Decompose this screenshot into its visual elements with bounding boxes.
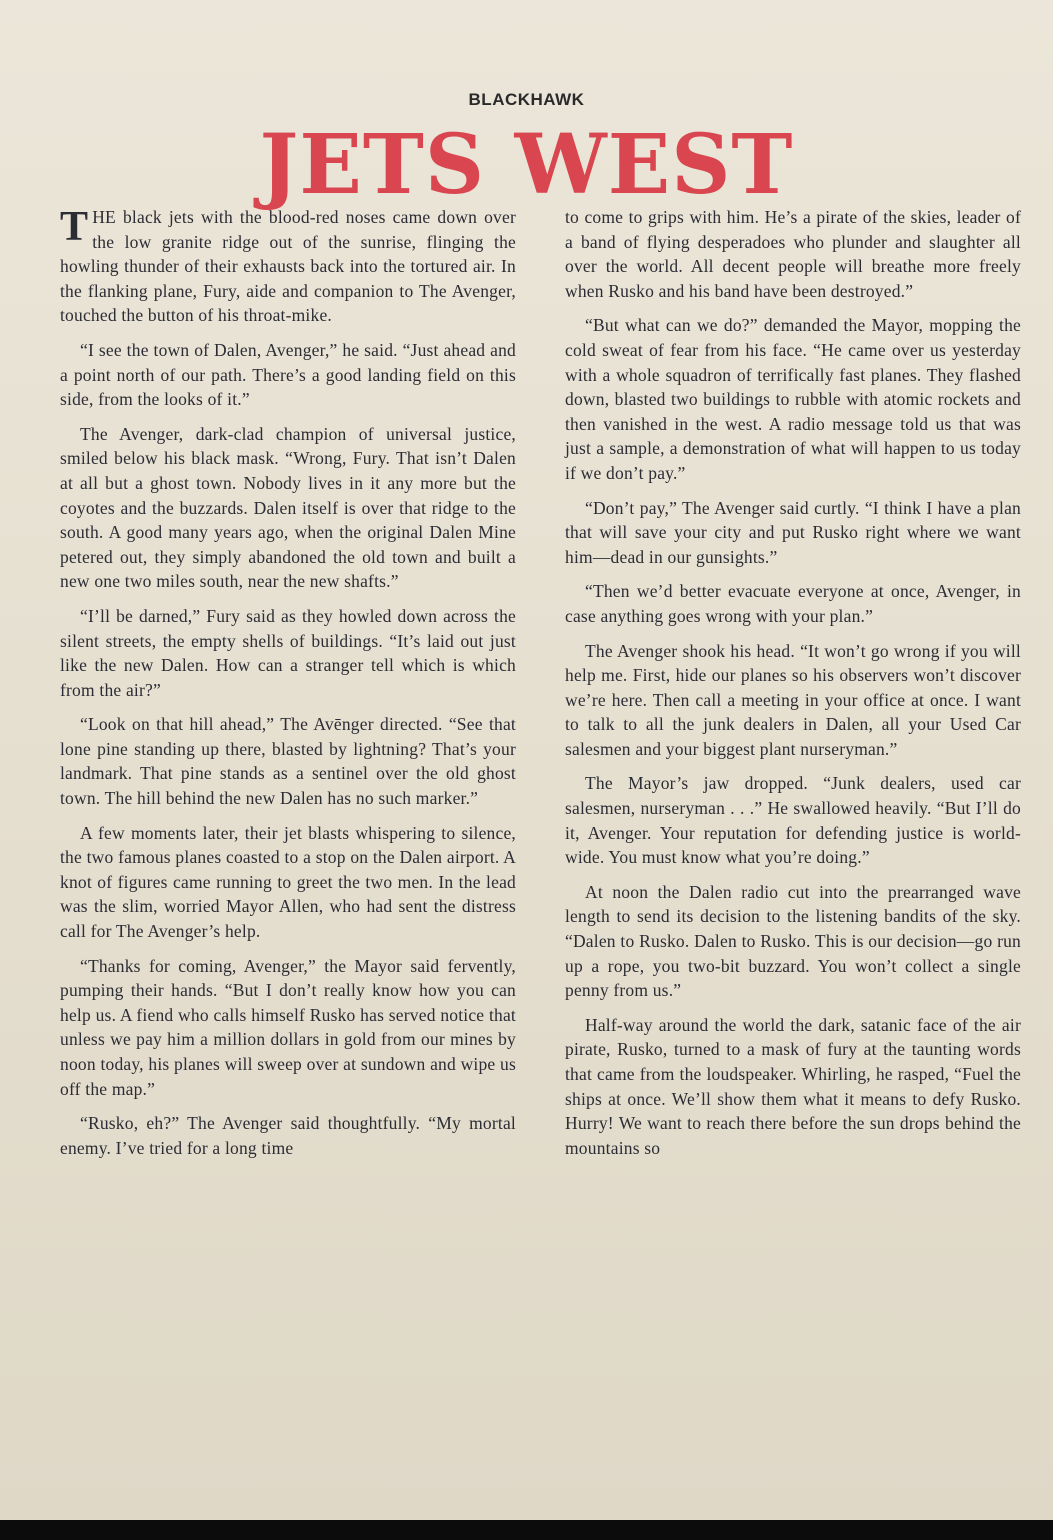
left-column bbox=[60, 205, 516, 1170]
paragraph-2: “I see the town of Dalen, Avenger,” he said. “Just ahead and a point north of our path. There’s a good landing field on this side, from the looks of it.” bbox=[60, 339, 516, 410]
story-title: JETS WEST bbox=[259, 117, 794, 213]
paragraph-12: “Then we’d better evacuate everyone at once, Avenger, in case anything goes wrong with your plan.” bbox=[565, 581, 1021, 626]
drop-cap: T bbox=[60, 204, 89, 250]
running-head: BLACKHAWK bbox=[468, 90, 585, 109]
bottom-border bbox=[0, 1520, 1053, 1540]
paragraph-15: At noon the Dalen radio cut into the prearranged wave length to send its decision to the listening bandits of the sky. “Dalen to Rusko. Dalen to Rusko. This is our decision—go run up a rope, you two-bit buzzard. You won’t collect a single penny from us.” bbox=[565, 881, 1021, 1001]
paragraph-11: “Don’t pay,” The Avenger said curtly. “I think I have a plan that will save your city and put Rusko right where we want him—dead in our gunsights.” bbox=[565, 497, 1021, 567]
paragraph-9: to come to grips with him. He’s a pirate of the skies, leader of a band of flying desperadoes who plunder and slaughter all over the world. All decent people will breathe more freely when Rusko and his band have been destroyed.” bbox=[565, 207, 1021, 301]
paragraph-1 bbox=[60, 205, 516, 328]
paragraph-6: A few moments later, their jet blasts whispering to silence, the two famous planes coasted to a stop on the Dalen airport. A knot of figures came running to greet the two men. In the lead was the slim, worried Mayor Allen, who had sent the distress call for The Avenger’s help. bbox=[60, 822, 516, 942]
paragraph-10: “But what can we do?” demanded the Mayor, mopping the cold sweat of fear from his face. “He came over us yesterday with a whole squadron of terrifically fast planes. They flashed down, blasted two buildings to rubble with atomic rockets and then vanished in the west. A radio message told us that was just a sample, a demonstration of what will happen to us today if we don’t pay.” bbox=[565, 315, 1021, 483]
paragraph-16: Half-way around the world the dark, satanic face of the air pirate, Rusko, turned to a mask of fury at the taunting words that came from the loudspeaker. Whirling, he rasped, “Fuel the ships at once. We’ll show them what it means to defy Rusko. Hurry! We want to reach there before the sun drops behind the mountains so bbox=[565, 1014, 1021, 1158]
paragraph-5: “Look on that hill ahead,” The Avēnger directed. “See that lone pine standing up there, blasted by lightning? That’s your landmark. That pine stands as a sentinel over the old ghost town. The hill behind the new Dalen has no such marker.” bbox=[60, 714, 516, 809]
right-column bbox=[565, 205, 1021, 1170]
paragraph-8: “Rusko, eh?” The Avenger said thoughtfully. “My mortal enemy. I’ve tried for a long time bbox=[60, 1113, 516, 1158]
paragraph-3: The Avenger, dark-clad champion of universal justice, smiled below his black mask. “Wrong, Fury. That isn’t Dalen at all but a ghost town. Nobody lives in it any more but the coyotes and the buzzards. Dalen itself is over that ridge to the south. A good many years ago, when the original Dalen Mine petered out, they simply abandoned the old town and built a new one two miles south, near the new shafts.” bbox=[60, 423, 516, 592]
paragraph-7: “Thanks for coming, Avenger,” the Mayor said fervently, pumping their hands. “But I don’t really know how you can help us. A fiend who calls himself Rusko has served notice that unless we pay him a million dollars in gold from our mines by noon today, his planes will sweep over at sundown and wipe us off the map.” bbox=[60, 955, 516, 1099]
paragraph-13: The Avenger shook his head. “It won’t go wrong if you will help me. First, hide our planes so his observers won’t discover we’re here. Then call a meeting in your office at once. I want to talk to all the junk dealers in Dalen, all your Used Car salesmen and your biggest plant nurseryman.” bbox=[565, 640, 1021, 759]
paragraph-4: “I’ll be darned,” Fury said as they howled down across the silent streets, the empty shells of buildings. “It’s laid out just like the new Dalen. How can a stranger tell which is which from the air?” bbox=[60, 605, 516, 700]
paragraph-1-text: HE black jets with the blood-red noses came down over the low granite ridge out of the sunrise, flinging the howling thunder of their exhausts back into the tortured air. In the flanking plane, Fury, aide and companion to The Avenger, touched the button of his throat-mike. bbox=[60, 207, 516, 326]
paragraph-14: The Mayor’s jaw dropped. “Junk dealers, used car salesmen, nurseryman . . .” He swallowed heavily. “But I’ll do it, Avenger. Your reputation for defending justice is world-wide. You must know what you’re doing.” bbox=[565, 773, 1021, 868]
